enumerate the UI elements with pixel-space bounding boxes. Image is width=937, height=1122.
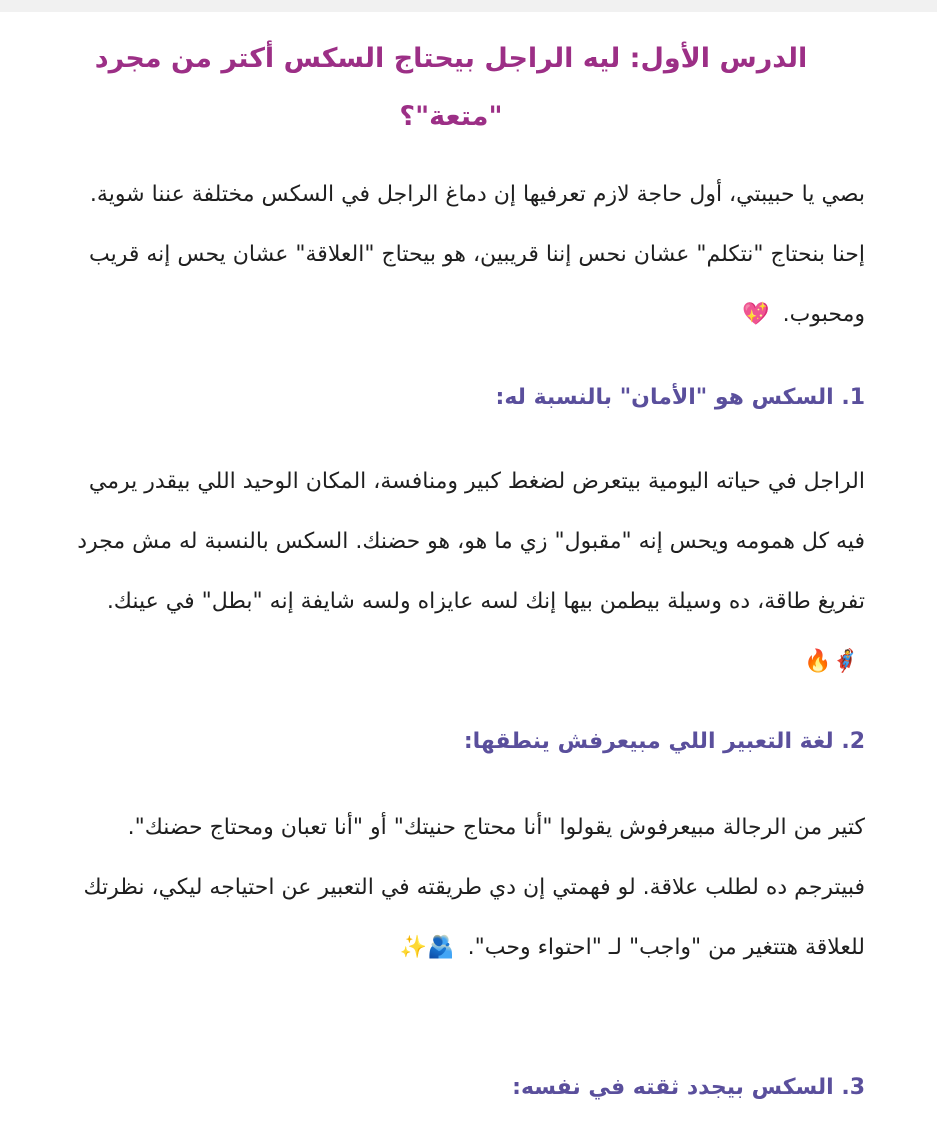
section-2-text: كتير من الرجالة مبيعرفوش يقولوا "أنا محتاج حنيتك" أو "أنا تعبان ومحتاج حضنك". فبيترجم ده لطلب علاقة. لو فهمتي إن دي طريقته في التعبير عن احتياجه ليكي، نظرتك للعلاقة هتتغير من "واجب" لـ "احتواء وحب".: [83, 815, 865, 960]
intro-text: بصي يا حبيبتي، أول حاجة لازم تعرفيها إن دماغ الراجل في السكس مختلفة عننا شوية. إحنا بنحتاج "نتكلم" عشان نحس إننا قريبين، هو بيحتاج "العلاقة" عشان يحس إنه قريب ومحبوب.: [89, 182, 865, 327]
hero-fire-icon: 🦸🔥: [804, 649, 859, 674]
section-1-paragraph: [60, 452, 865, 692]
section-3-heading: 3. السكس بيجدد ثقته في نفسه:: [512, 1075, 865, 1100]
section-1-heading: 1. السكس هو "الأمان" بالنسبة له:: [495, 385, 865, 410]
lesson-title: الدرس الأول: ليه الراجل بيحتاج السكس أكتر من مجرد "متعة"؟: [94, 43, 808, 132]
hug-sparkle-icon: 🫂✨: [399, 935, 455, 960]
heart-icon: 💖: [742, 302, 770, 327]
intro-paragraph: [60, 165, 865, 345]
section-2-paragraph: [60, 798, 865, 978]
section-2-heading: 2. لغة التعبير اللي مبيعرفش ينطقها:: [463, 729, 865, 754]
section-1-text: الراجل في حياته اليومية بيتعرض لضغط كبير ومنافسة، المكان الوحيد اللي بيقدر يرمي فيه كل همومه ويحس إنه "مقبول" زي ما هو، هو حضنك. السكس بالنسبة له مش مجرد تفريغ طاقة، ده وسيلة بيطمن بيها إنك لسه عايزاه ولسه شايفة إنه "بطل" في عينك.: [77, 469, 865, 614]
